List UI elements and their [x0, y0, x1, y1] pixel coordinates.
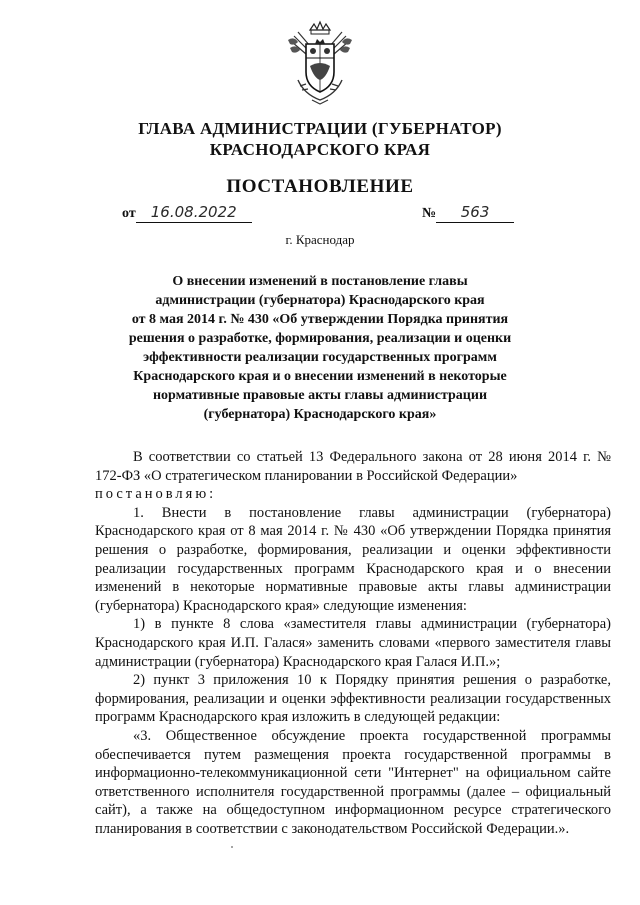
issuer-title-line-2: КРАСНОДАРСКОГО КРАЯ — [209, 140, 431, 159]
date-prefix: от — [122, 206, 136, 221]
paragraph-1: 1. Внести в постановление главы администрации (губернатора) Краснодарского края от 8 мая 2014 г. № 430 «Об утверждении Порядка принятия решения о разработке, формирования, реализации и оценки эффективности реализации государственных программ Краснодарского края и о внесении изменений в некоторые нормативные правовые акты главы администрации (губернатора) Краснодарского края» следующие изменения: — [95, 504, 611, 614]
title-line: администрации (губернатора) Краснодарского края — [155, 293, 485, 308]
title-line: от 8 мая 2014 г. № 430 «Об утверждении Порядка принятия — [131, 312, 509, 327]
paragraph-4: «3. Общественное обсуждение проекта государственной программы обеспечивается путем размещения проекта государственной программы в информационно-телекоммуникационной сети "Интернет" на официальном сайте ответственного исполнителя государственной программы (далее – официальный сайт), а также на общедоступном информационном ресурсе стратегического планирования в соответствии с законодательством Российской Федерации.». — [95, 727, 611, 837]
date-field — [122, 203, 252, 223]
document-title — [120, 272, 520, 424]
scan-artifact-dot — [231, 846, 233, 848]
title-line: Краснодарского края и о внесении изменений в некоторые — [133, 369, 507, 384]
title-line: нормативные правовые акты главы администрации — [152, 388, 488, 403]
title-line: решения о разработке, формирования, реализации и оценки — [128, 331, 512, 346]
city-label: г. Краснодар — [285, 232, 355, 247]
handwritten-number: 563 — [436, 203, 514, 223]
title-line: эффективности реализации государственных программ — [143, 350, 497, 365]
intro-text: В соответствии со статьей 13 Федерального закона от 28 июня 2014 г. № 172-ФЗ «О стратегическом планировании в Российской Федерации» — [95, 449, 611, 484]
decree-type-heading: ПОСТАНОВЛЕНИЕ — [226, 176, 414, 197]
number-prefix: № — [422, 206, 437, 221]
coat-of-arms-emblem — [284, 20, 356, 106]
paragraph-3: 2) пункт 3 приложения 10 к Порядку принятия решения о разработке, формирования, реализации и оценки эффективности реализации государственных программ Краснодарского края изложить в следующей редакции: — [95, 672, 611, 726]
title-line: (губернатора) Краснодарского края» — [203, 407, 437, 422]
paragraph-2: 1) в пункте 8 слова «заместителя главы администрации (губернатора) Краснодарского края И.П. Галася» заменить словами «первого заместителя главы администрации (губернатора) Краснодарского края Галася И.П.»; — [95, 616, 611, 670]
number-field — [422, 203, 514, 223]
document-body — [95, 448, 611, 838]
decree-word: постановляю: — [95, 486, 217, 503]
title-line: О внесении изменений в постановление главы — [172, 274, 468, 289]
issuer-title-line-1: ГЛАВА АДМИНИСТРАЦИИ (ГУБЕРНАТОР) — [138, 119, 502, 138]
intro-paragraph — [95, 448, 611, 504]
handwritten-date: 16.08.2022 — [136, 203, 252, 223]
